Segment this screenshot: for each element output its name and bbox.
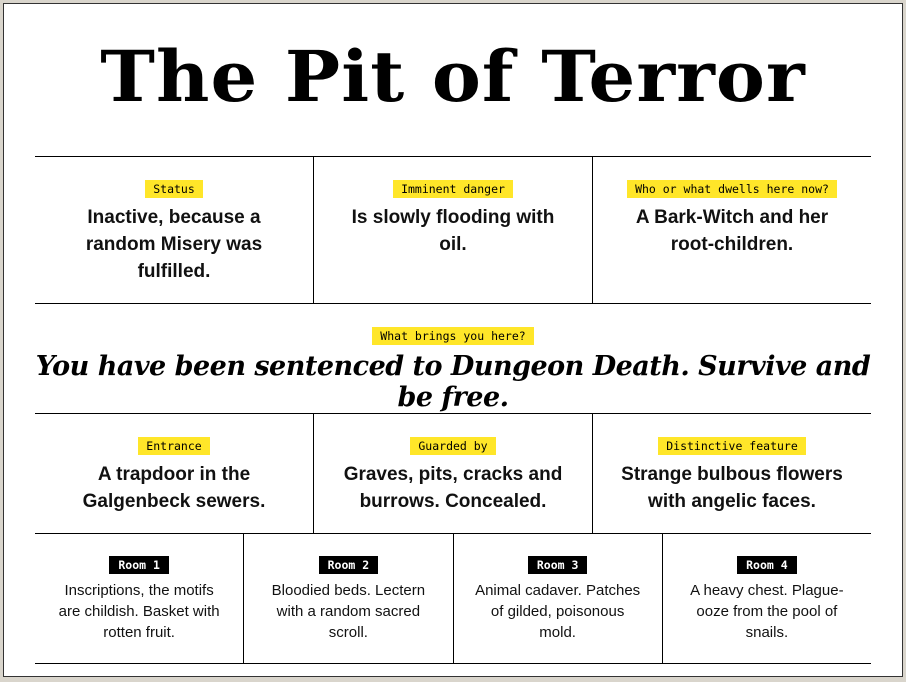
guarded-cell (313, 414, 592, 534)
reason-row (35, 303, 871, 414)
status-value: Inactive, because a random Misery was fulfilled. (85, 207, 263, 282)
features-row (35, 413, 871, 534)
room-4-label: Room 4 (737, 556, 797, 574)
feature-label: Distinctive feature (658, 437, 806, 455)
danger-value: Is slowly flooding with oil. (351, 207, 555, 255)
dweller-label: Who or what dwells here now? (627, 180, 837, 198)
dweller-value: A Bark-Witch and her root-children. (635, 207, 829, 255)
room-2 (243, 534, 452, 663)
rooms-row (35, 533, 871, 664)
room-2-label: Room 2 (319, 556, 379, 574)
feature-cell (592, 414, 871, 534)
danger-cell (313, 157, 592, 304)
room-4 (662, 534, 871, 663)
entrance-label: Entrance (138, 437, 209, 455)
dungeon-sheet (3, 3, 903, 677)
status-label: Status (145, 180, 203, 198)
room-3-text: Animal cadaver. Patches of gilded, poisonous mold. (475, 582, 641, 641)
page-title: The Pit of Terror (100, 35, 806, 118)
room-2-text: Bloodied beds. Lectern with a random sacred scroll. (271, 582, 426, 641)
reason-label: What brings you here? (372, 327, 533, 345)
room-3-label: Room 3 (528, 556, 588, 574)
danger-label: Imminent danger (393, 180, 513, 198)
room-1-text: Inscriptions, the motifs are childish. Basket with rotten fruit. (58, 582, 220, 641)
room-1 (35, 534, 243, 663)
room-1-label: Room 1 (109, 556, 169, 574)
guarded-label: Guarded by (410, 437, 495, 455)
entrance-value: A trapdoor in the Galgenbeck sewers. (82, 464, 266, 512)
status-cell (35, 157, 313, 304)
reason-value: You have been sentenced to Dungeon Death. Survive and be free. (35, 351, 871, 413)
reason-cell (35, 304, 871, 414)
top-row (35, 156, 871, 304)
room-4-text: A heavy chest. Plague-ooze from the pool of snails. (690, 582, 844, 641)
feature-value: Strange bulbous flowers with angelic faces. (621, 464, 843, 512)
entrance-cell (35, 414, 313, 534)
guarded-value: Graves, pits, cracks and burrows. Concealed. (343, 464, 563, 512)
room-3 (453, 534, 662, 663)
dweller-cell (592, 157, 871, 304)
